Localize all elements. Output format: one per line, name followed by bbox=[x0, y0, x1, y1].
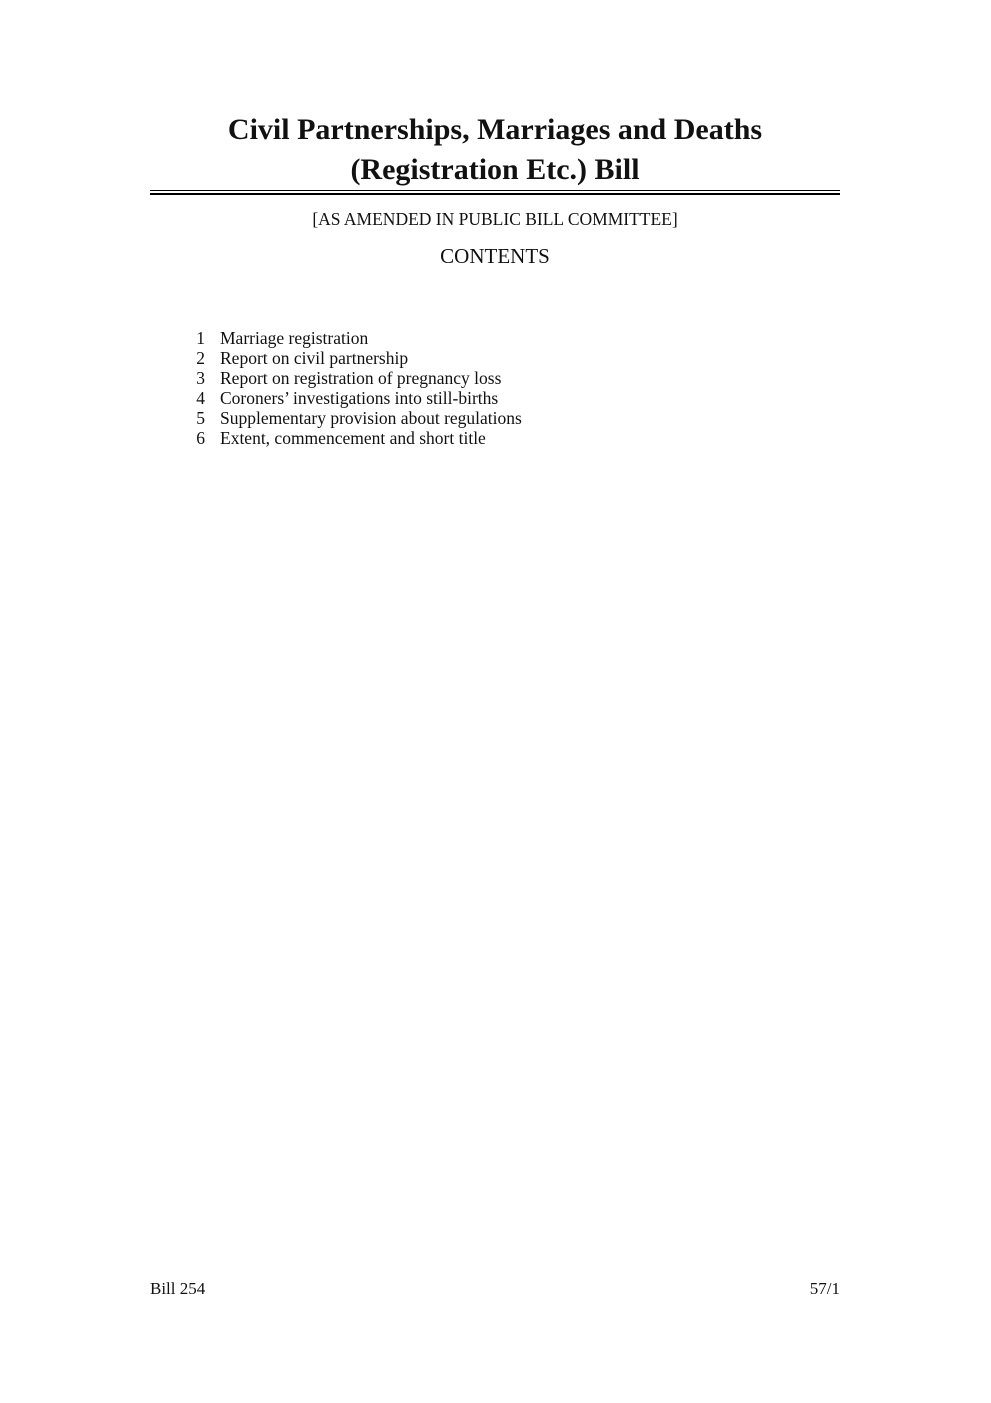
bill-title bbox=[150, 110, 840, 190]
section-number: 4 bbox=[196, 388, 205, 408]
section-title: Extent, commencement and short title bbox=[220, 428, 486, 448]
section-title: Marriage registration bbox=[220, 328, 369, 348]
section-title: Supplementary provision about regulations bbox=[220, 408, 522, 428]
bill-title-line-1: Civil Partnerships, Marriages and Deaths bbox=[227, 113, 763, 146]
contents-item[interactable] bbox=[180, 428, 522, 448]
contents-item[interactable] bbox=[180, 408, 522, 428]
bill-title-line-2: (Registration Etc.) Bill bbox=[350, 153, 640, 186]
amendment-status: [AS AMENDED IN PUBLIC BILL COMMITTEE] bbox=[312, 209, 678, 229]
section-title: Report on civil partnership bbox=[220, 348, 409, 368]
section-number: 6 bbox=[196, 428, 205, 448]
contents-item[interactable] bbox=[180, 368, 522, 388]
contents-item[interactable] bbox=[180, 328, 522, 348]
contents-item[interactable] bbox=[180, 348, 522, 368]
section-number: 5 bbox=[196, 408, 205, 428]
title-rule-thick bbox=[150, 193, 840, 195]
contents-heading: CONTENTS bbox=[440, 244, 550, 268]
bill-number: Bill 254 bbox=[150, 1279, 206, 1298]
section-title: Coroners’ investigations into still-births bbox=[220, 388, 499, 408]
contents-item[interactable] bbox=[180, 388, 522, 408]
page-reference: 57/1 bbox=[809, 1279, 840, 1298]
contents-list bbox=[180, 328, 522, 448]
section-number: 3 bbox=[196, 368, 205, 388]
section-number: 1 bbox=[196, 328, 205, 348]
section-title: Report on registration of pregnancy loss bbox=[220, 368, 502, 388]
section-number: 2 bbox=[196, 348, 205, 368]
title-rule-thin bbox=[150, 190, 840, 191]
